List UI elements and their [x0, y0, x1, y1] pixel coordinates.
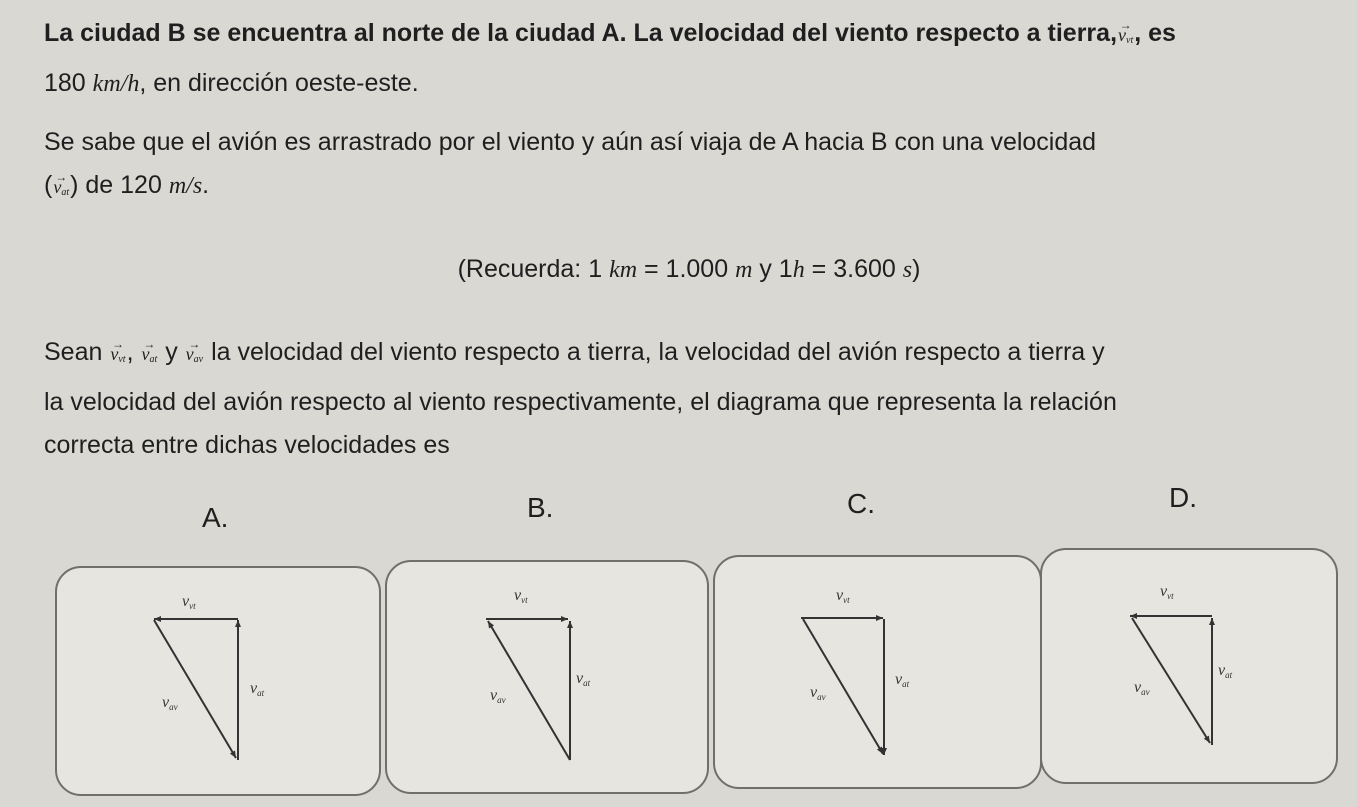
diagram-c-label-vvt: vvt	[836, 587, 850, 605]
text-p3a: Sean	[44, 338, 103, 366]
diagram-d-label-vvt: vvt	[1160, 583, 1174, 601]
vector-vat-1: → $v_{at}$	[52, 166, 70, 214]
text-p3b: ,	[126, 338, 134, 366]
text-p1a: La ciudad B se encuentra al norte de la ciudad A. La velocidad del viento respecto a tierra,	[44, 19, 1118, 47]
text-p2d: .	[202, 171, 210, 199]
option-label-b: B.	[527, 492, 554, 523]
text-p1c: 180	[44, 69, 86, 97]
vector-vat-2: → $v_{at}$	[140, 333, 158, 381]
unit-km: km	[609, 257, 638, 283]
text-p2c: ) de 120	[70, 171, 162, 199]
text-p3f: correcta entre dichas velocidades es	[44, 431, 450, 459]
diagram-b-label-vat: vat	[576, 670, 591, 688]
diagram-b-label-vvt: vvt	[514, 587, 528, 605]
diagram-d-vav-arrow	[1132, 618, 1210, 743]
text-p1b: , es	[1134, 19, 1176, 47]
diagram-a-label-vav: vav	[162, 694, 178, 712]
text-p3d: la velocidad del viento respecto a tierra, la velocidad del avión respecto a tierra y	[211, 338, 1105, 366]
diagram-c-label-vat: vat	[895, 671, 910, 689]
text-recuerda-a: (Recuerda: 1	[457, 255, 603, 283]
option-label-c: C.	[847, 488, 875, 519]
unit-ms: m/s	[168, 173, 203, 199]
text-p2b: (	[44, 171, 53, 199]
text-p3c: y	[165, 338, 178, 366]
text-p1d: , en dirección oeste-este.	[139, 69, 419, 97]
vector-vav-1: → $v_{av}$	[185, 333, 204, 381]
option-label-a: A.	[202, 502, 229, 533]
text-recuerda-e: )	[912, 255, 921, 283]
vector-vvt-2: → $v_{vt}$	[109, 333, 126, 381]
option-label-d: D.	[1169, 482, 1197, 513]
diagram-d-label-vat: vat	[1218, 662, 1233, 680]
diagram-a-label-vvt: vvt	[182, 593, 196, 611]
diagram-d-label-vav: vav	[1134, 679, 1150, 697]
unit-h: h	[792, 257, 805, 283]
text-recuerda-b: = 1.000	[644, 255, 729, 283]
text-recuerda-c: y 1	[759, 255, 793, 283]
text-p2a: Se sabe que el avión es arrastrado por el viento y aún así viaja de A hacia B con una velocidad	[44, 128, 1097, 156]
text-p3e: la velocidad del avión respecto al viento respectivamente, el diagrama que representa la relación	[44, 388, 1117, 416]
text-recuerda-d: = 3.600	[811, 255, 896, 283]
diagram-b-label-vav: vav	[490, 687, 506, 705]
unit-kmh: km/h	[92, 71, 140, 97]
unit-m: m	[735, 257, 753, 283]
unit-s: s	[902, 257, 913, 283]
vector-vvt: → $v_{vt}$	[1117, 14, 1134, 62]
diagram-a-label-vat: vat	[250, 680, 265, 698]
diagram-c-label-vav: vav	[810, 684, 826, 702]
